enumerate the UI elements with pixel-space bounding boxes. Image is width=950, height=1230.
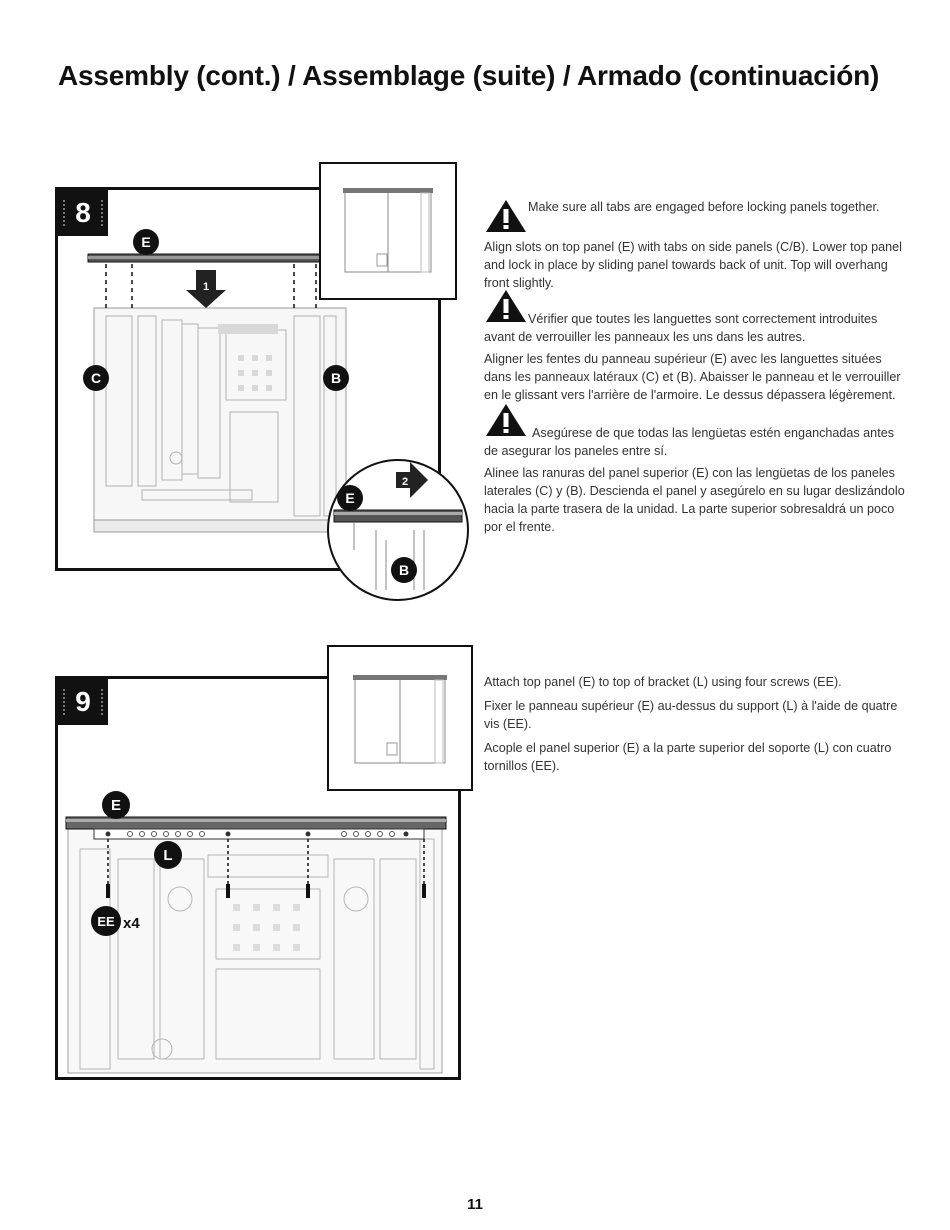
cabinet-body bbox=[94, 308, 346, 532]
instruction-fr: Aligner les fentes du panneau supérieur (E) avec les languettes situées dans les panneaux latéraux (C) et (B). Abaisser le panneau et le verrouiller en le glissant vers l'arrière de l'armoire. Le dessus dépassera légèrement. bbox=[484, 352, 901, 402]
top-panel-E bbox=[88, 254, 320, 262]
step-8-number: 8 bbox=[58, 190, 108, 236]
instruction-fr: Fixer le panneau supérieur (E) au-dessus du support (L) à l'aide de quatre vis (EE). bbox=[484, 699, 898, 731]
instruction-es: Acople el panel superior (E) a la parte superior del soporte (L) con cuatro tornillos (EE). bbox=[484, 741, 892, 773]
warning-icon bbox=[484, 402, 528, 438]
detail-circle bbox=[328, 460, 468, 600]
instruction-en: Attach top panel (E) to top of bracket (L) using four screws (EE). bbox=[484, 675, 842, 689]
svg-text:1: 1 bbox=[202, 281, 210, 293]
label-C bbox=[83, 365, 109, 391]
warning-en: Make sure all tabs are engaged before locking panels together. bbox=[484, 198, 906, 234]
step-9-instructions bbox=[484, 673, 906, 781]
svg-text:E: E bbox=[110, 797, 122, 814]
step-8-cabinet-thumbnail bbox=[319, 162, 457, 300]
svg-text:C: C bbox=[90, 370, 102, 386]
warning-icon bbox=[484, 288, 528, 324]
svg-text:B: B bbox=[398, 562, 410, 578]
arrow-down-1 bbox=[186, 270, 226, 308]
svg-text:x4: x4 bbox=[123, 915, 140, 932]
svg-text:E: E bbox=[345, 490, 355, 506]
svg-text:2: 2 bbox=[401, 476, 409, 488]
label-E-step9 bbox=[102, 791, 130, 819]
step-9-cabinet-thumbnail bbox=[327, 645, 473, 791]
warning-fr: Vérifier que toutes les languettes sont correctement introduites avant de verrouiller les panneaux les uns dans les autres. bbox=[484, 310, 906, 346]
warning-icon bbox=[484, 198, 528, 234]
step-9-number: 9 bbox=[58, 679, 108, 725]
svg-text:B: B bbox=[330, 370, 342, 386]
label-B bbox=[323, 365, 349, 391]
instruction-es: Alinee las ranuras del panel superior (E) con las lengüetas de los paneles laterales (C) y (B). Descienda el panel y asegúrelo en su lugar deslizándolo hacia la parte trasera de la unidad. La parte superior sobresaldrá un poco por el frente. bbox=[484, 466, 905, 534]
step-8-instructions bbox=[484, 198, 906, 542]
page-number: 11 bbox=[467, 1196, 483, 1213]
instruction-en: Align slots on top panel (E) with tabs on side panels (C/B). Lower top panel and lock in place by sliding panel towards back of unit. Top will overhang front slightly. bbox=[484, 240, 902, 290]
svg-text:E: E bbox=[141, 234, 151, 250]
warning-es: Asegúrese de que todas las lengüetas estén enganchadas antes de asegurar los paneles entre sí. bbox=[484, 424, 906, 460]
svg-text:EE: EE bbox=[97, 914, 115, 929]
svg-text:L: L bbox=[163, 847, 173, 864]
label-E bbox=[133, 229, 159, 255]
label-L bbox=[154, 841, 182, 869]
page-title: Assembly (cont.) / Assemblage (suite) / Armado (continuación) bbox=[58, 60, 880, 91]
